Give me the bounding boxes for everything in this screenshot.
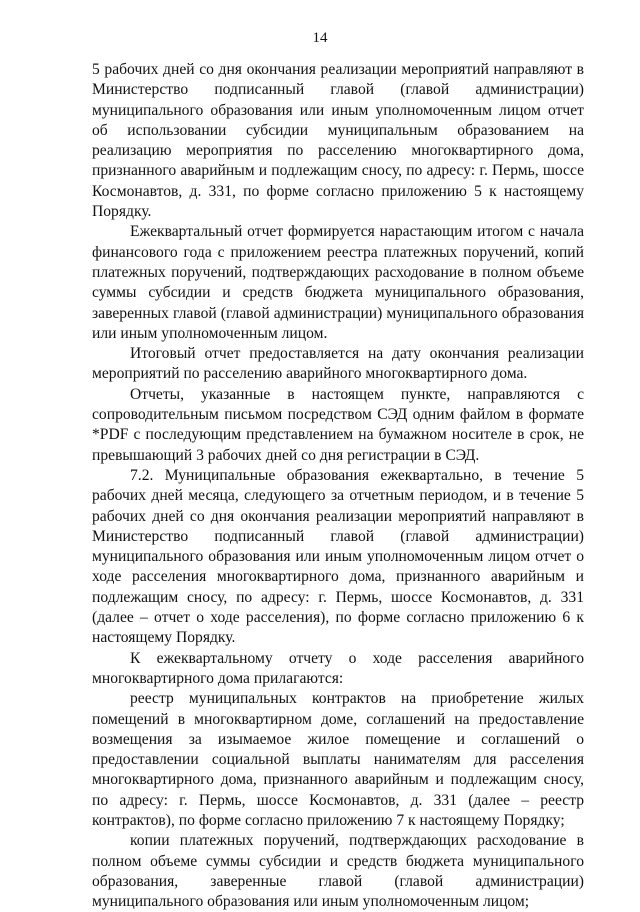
paragraph: реестр муниципальных контрактов на приобретение жилых помещений в многоквартирном доме, соглашений на предоставление возмещения за изымаемое жилое помещение и соглашений о предоставлении социальной выплаты нанимателям для расселения многоквартирного дома, признанного аварийным и подлежащим сносу, по адресу: г. Пермь, шоссе Космонавтов, д. 331 (далее – реестр контрактов), по форме согласно приложению 7 к настоящему Порядку;	[92, 690, 584, 829]
paragraph: 5 рабочих дней со дня окончания реализации мероприятий направляют в Министерство подписанный главой (главой администрации) муниципального образования или иным уполномоченным лицом отчет об использовании субсидии муниципальным образованием на реализацию мероприятия по расселению многоквартирного дома, признанного аварийным и подлежащим сносу, по адресу: г. Пермь, шоссе Космонавтов, д. 331, по форме согласно приложению 5 к настоящему Порядку.	[92, 61, 584, 221]
paragraph: Итоговый отчет предоставляется на дату окончания реализации мероприятий по расселению аварийного многоквартирного дома.	[92, 345, 584, 383]
paragraph: копии платежных поручений, подтверждающих расходование в полном объеме суммы субсидии и средств бюджета муниципального образования, заверенные главой (главой администрации) муниципального образования или иным уполномоченным лицом;	[92, 832, 584, 911]
paragraph: 7.2. Муниципальные образования ежеквартально, в течение 5 рабочих дней месяца, следующего за отчетным периодом, и в течение 5 рабочих дней со дня окончания реализации мероприятий направляют в Министерство подписанный главой (главой администрации) муниципального образования или иным уполномоченным лицом отчет о ходе расселения многоквартирного дома, признанного аварийным и подлежащим сносу, по адресу: г. Пермь, шоссе Космонавтов, д. 331 (далее – отчет о ходе расселения), по форме согласно приложению 6 к настоящему Порядку.	[92, 466, 584, 647]
paragraph: К ежеквартальному отчету о ходе расселения аварийного многоквартирного дома прилагаются:	[92, 649, 584, 687]
page-number: 14	[312, 30, 328, 46]
paragraph: Отчеты, указанные в настоящем пункте, направляются с сопроводительным письмом посредством СЭД одним файлом в формате *PDF с последующим представлением на бумажном носителе в срок, не превышающий 3 рабочих дней со дня регистрации в СЭД.	[92, 385, 584, 464]
paragraph: Ежеквартальный отчет формируется нарастающим итогом с начала финансового года с приложением реестра платежных поручений, копий платежных поручений, подтверждающих расходование в полном объеме суммы субсидии и средств бюджета муниципального образования, заверенных главой (главой администрации) муниципального образования или иным уполномоченным лицом.	[92, 223, 584, 342]
document-body	[92, 60, 584, 912]
